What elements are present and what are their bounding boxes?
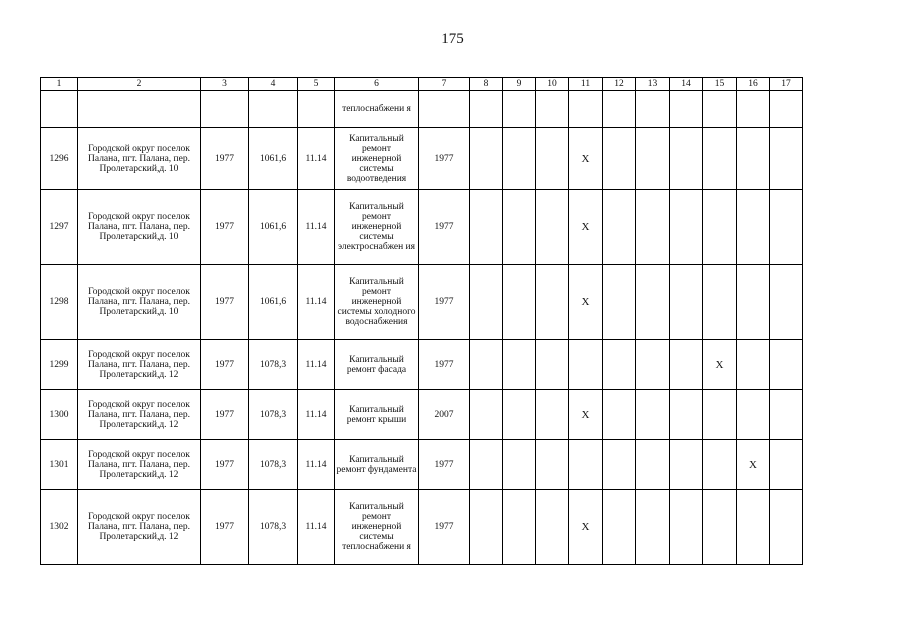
table-cell: Капитальный ремонт инженерной системы теплоснабжени я <box>335 490 419 565</box>
table-cell: Городской округ поселок Палана, пгт. Палана, пер. Пролетарский,д. 10 <box>78 265 201 340</box>
table-cell <box>770 128 803 190</box>
table-cell <box>737 490 770 565</box>
table-cell <box>503 390 536 440</box>
column-header: 9 <box>503 78 536 91</box>
table-row <box>41 91 803 128</box>
table-cell <box>636 128 670 190</box>
table-cell <box>603 265 636 340</box>
table-cell: Капитальный ремонт фасада <box>335 340 419 390</box>
table-row <box>41 490 803 565</box>
table-cell <box>703 490 737 565</box>
table-cell <box>770 490 803 565</box>
table-cell <box>737 91 770 128</box>
table-cell: 1977 <box>419 265 470 340</box>
table-cell <box>636 390 670 440</box>
table-cell: 1298 <box>41 265 78 340</box>
table-cell: Городской округ поселок Палана, пгт. Палана, пер. Пролетарский,д. 12 <box>78 440 201 490</box>
table-cell <box>503 440 536 490</box>
table-cell: 11.14 <box>298 390 335 440</box>
table-cell <box>603 91 636 128</box>
table-cell: 1078,3 <box>249 340 298 390</box>
table-cell <box>670 190 703 265</box>
table-cell: 1977 <box>419 128 470 190</box>
table-cell <box>770 340 803 390</box>
table-cell: Городской округ поселок Палана, пгт. Палана, пер. Пролетарский,д. 12 <box>78 390 201 440</box>
table-cell: 1078,3 <box>249 390 298 440</box>
table-cell <box>737 190 770 265</box>
table-cell <box>536 128 569 190</box>
column-header: 11 <box>569 78 603 91</box>
table-cell <box>419 91 470 128</box>
table-cell <box>470 265 503 340</box>
table-cell <box>41 91 78 128</box>
table-cell <box>703 190 737 265</box>
table-cell <box>470 340 503 390</box>
table-row <box>41 440 803 490</box>
table-cell <box>670 128 703 190</box>
table-header-row <box>41 78 803 91</box>
table-cell <box>770 91 803 128</box>
table-cell <box>703 390 737 440</box>
column-header: 14 <box>670 78 703 91</box>
table-cell <box>703 128 737 190</box>
table-cell: 1296 <box>41 128 78 190</box>
table-cell: 11.14 <box>298 490 335 565</box>
table-cell <box>737 390 770 440</box>
column-header: 7 <box>419 78 470 91</box>
table-cell: 1977 <box>201 190 249 265</box>
table-cell <box>503 91 536 128</box>
table-cell: 1061,6 <box>249 128 298 190</box>
table-cell: 1977 <box>419 440 470 490</box>
table-cell <box>636 490 670 565</box>
table-cell: 1977 <box>201 340 249 390</box>
table-cell <box>670 440 703 490</box>
table-cell <box>603 190 636 265</box>
table-cell: X <box>569 128 603 190</box>
table-cell <box>470 390 503 440</box>
table-row <box>41 390 803 440</box>
column-header: 17 <box>770 78 803 91</box>
table-cell <box>603 440 636 490</box>
table-cell <box>737 340 770 390</box>
table-cell <box>536 265 569 340</box>
table-cell: 1977 <box>201 265 249 340</box>
column-header: 15 <box>703 78 737 91</box>
table-cell: 1977 <box>201 390 249 440</box>
table-cell <box>569 91 603 128</box>
table-cell: 1977 <box>201 490 249 565</box>
table-cell <box>298 91 335 128</box>
table-cell <box>503 490 536 565</box>
table-cell: 1078,3 <box>249 440 298 490</box>
table-cell <box>636 440 670 490</box>
table-cell <box>703 265 737 340</box>
table-cell: Городской округ поселок Палана, пгт. Палана, пер. Пролетарский,д. 10 <box>78 190 201 265</box>
table-cell: Капитальный ремонт инженерной системы холодного водоснабжения <box>335 265 419 340</box>
table-cell: теплоснабжени я <box>335 91 419 128</box>
table-cell <box>603 390 636 440</box>
table-cell: 1977 <box>419 340 470 390</box>
column-header: 1 <box>41 78 78 91</box>
table-cell <box>470 190 503 265</box>
works-table <box>40 77 803 565</box>
table-cell <box>503 190 536 265</box>
table-cell: X <box>569 490 603 565</box>
table-cell <box>670 265 703 340</box>
column-header: 10 <box>536 78 569 91</box>
table-cell: X <box>569 390 603 440</box>
table-cell: 11.14 <box>298 128 335 190</box>
table-cell: 1302 <box>41 490 78 565</box>
table-cell <box>636 340 670 390</box>
table-cell: 11.14 <box>298 190 335 265</box>
table-cell <box>249 91 298 128</box>
table-cell: 1977 <box>201 440 249 490</box>
table-cell <box>78 91 201 128</box>
table-cell <box>536 190 569 265</box>
table-cell <box>670 490 703 565</box>
column-header: 5 <box>298 78 335 91</box>
table-cell <box>670 390 703 440</box>
table-cell <box>470 490 503 565</box>
table-cell <box>737 265 770 340</box>
table-cell <box>569 440 603 490</box>
column-header: 12 <box>603 78 636 91</box>
table-cell: Капитальный ремонт инженерной системы водоотведения <box>335 128 419 190</box>
table-cell <box>536 490 569 565</box>
table-cell: Капитальный ремонт инженерной системы электроснабжен ия <box>335 190 419 265</box>
table-cell: 11.14 <box>298 440 335 490</box>
table-row <box>41 265 803 340</box>
table-cell <box>503 128 536 190</box>
table-cell <box>737 128 770 190</box>
table-cell <box>603 340 636 390</box>
table-cell <box>636 190 670 265</box>
table-cell: 1299 <box>41 340 78 390</box>
table-cell <box>670 340 703 390</box>
table-cell: X <box>737 440 770 490</box>
column-header: 13 <box>636 78 670 91</box>
table-cell <box>470 91 503 128</box>
table-cell <box>536 390 569 440</box>
table-cell: 1977 <box>201 128 249 190</box>
table-cell <box>470 128 503 190</box>
table-cell: X <box>703 340 737 390</box>
table-cell: Капитальный ремонт крыши <box>335 390 419 440</box>
table-cell <box>569 340 603 390</box>
table-cell: Городской округ поселок Палана, пгт. Палана, пер. Пролетарский,д. 12 <box>78 340 201 390</box>
table-cell <box>536 440 569 490</box>
table-cell: 1297 <box>41 190 78 265</box>
table-cell: 1977 <box>419 190 470 265</box>
table-cell: 1061,6 <box>249 265 298 340</box>
column-header: 16 <box>737 78 770 91</box>
table-cell <box>201 91 249 128</box>
table-cell: 11.14 <box>298 265 335 340</box>
table-cell <box>703 440 737 490</box>
table-cell <box>536 91 569 128</box>
column-header: 6 <box>335 78 419 91</box>
table-cell: Городской округ поселок Палана, пгт. Палана, пер. Пролетарский,д. 10 <box>78 128 201 190</box>
table-cell <box>770 190 803 265</box>
table-cell: 1300 <box>41 390 78 440</box>
table-cell: Городской округ поселок Палана, пгт. Палана, пер. Пролетарский,д. 12 <box>78 490 201 565</box>
table-cell: 1977 <box>419 490 470 565</box>
table-cell: X <box>569 190 603 265</box>
table-cell <box>536 340 569 390</box>
table-cell: 1301 <box>41 440 78 490</box>
table-cell <box>636 265 670 340</box>
column-header: 3 <box>201 78 249 91</box>
table-cell <box>503 340 536 390</box>
table-row <box>41 340 803 390</box>
table-cell: Капитальный ремонт фундамента <box>335 440 419 490</box>
table-cell <box>636 91 670 128</box>
table-cell <box>503 265 536 340</box>
table-cell: 11.14 <box>298 340 335 390</box>
table-cell: X <box>569 265 603 340</box>
table-cell <box>770 265 803 340</box>
table-cell <box>603 128 636 190</box>
table-cell <box>670 91 703 128</box>
table-cell <box>703 91 737 128</box>
table-cell <box>770 440 803 490</box>
table-row <box>41 128 803 190</box>
column-header: 8 <box>470 78 503 91</box>
table-cell: 1061,6 <box>249 190 298 265</box>
column-header: 4 <box>249 78 298 91</box>
table-cell <box>770 390 803 440</box>
page-number: 175 <box>441 31 464 47</box>
table-cell <box>603 490 636 565</box>
table-cell: 1078,3 <box>249 490 298 565</box>
column-header: 2 <box>78 78 201 91</box>
table-cell <box>470 440 503 490</box>
table-row <box>41 190 803 265</box>
table-cell: 2007 <box>419 390 470 440</box>
